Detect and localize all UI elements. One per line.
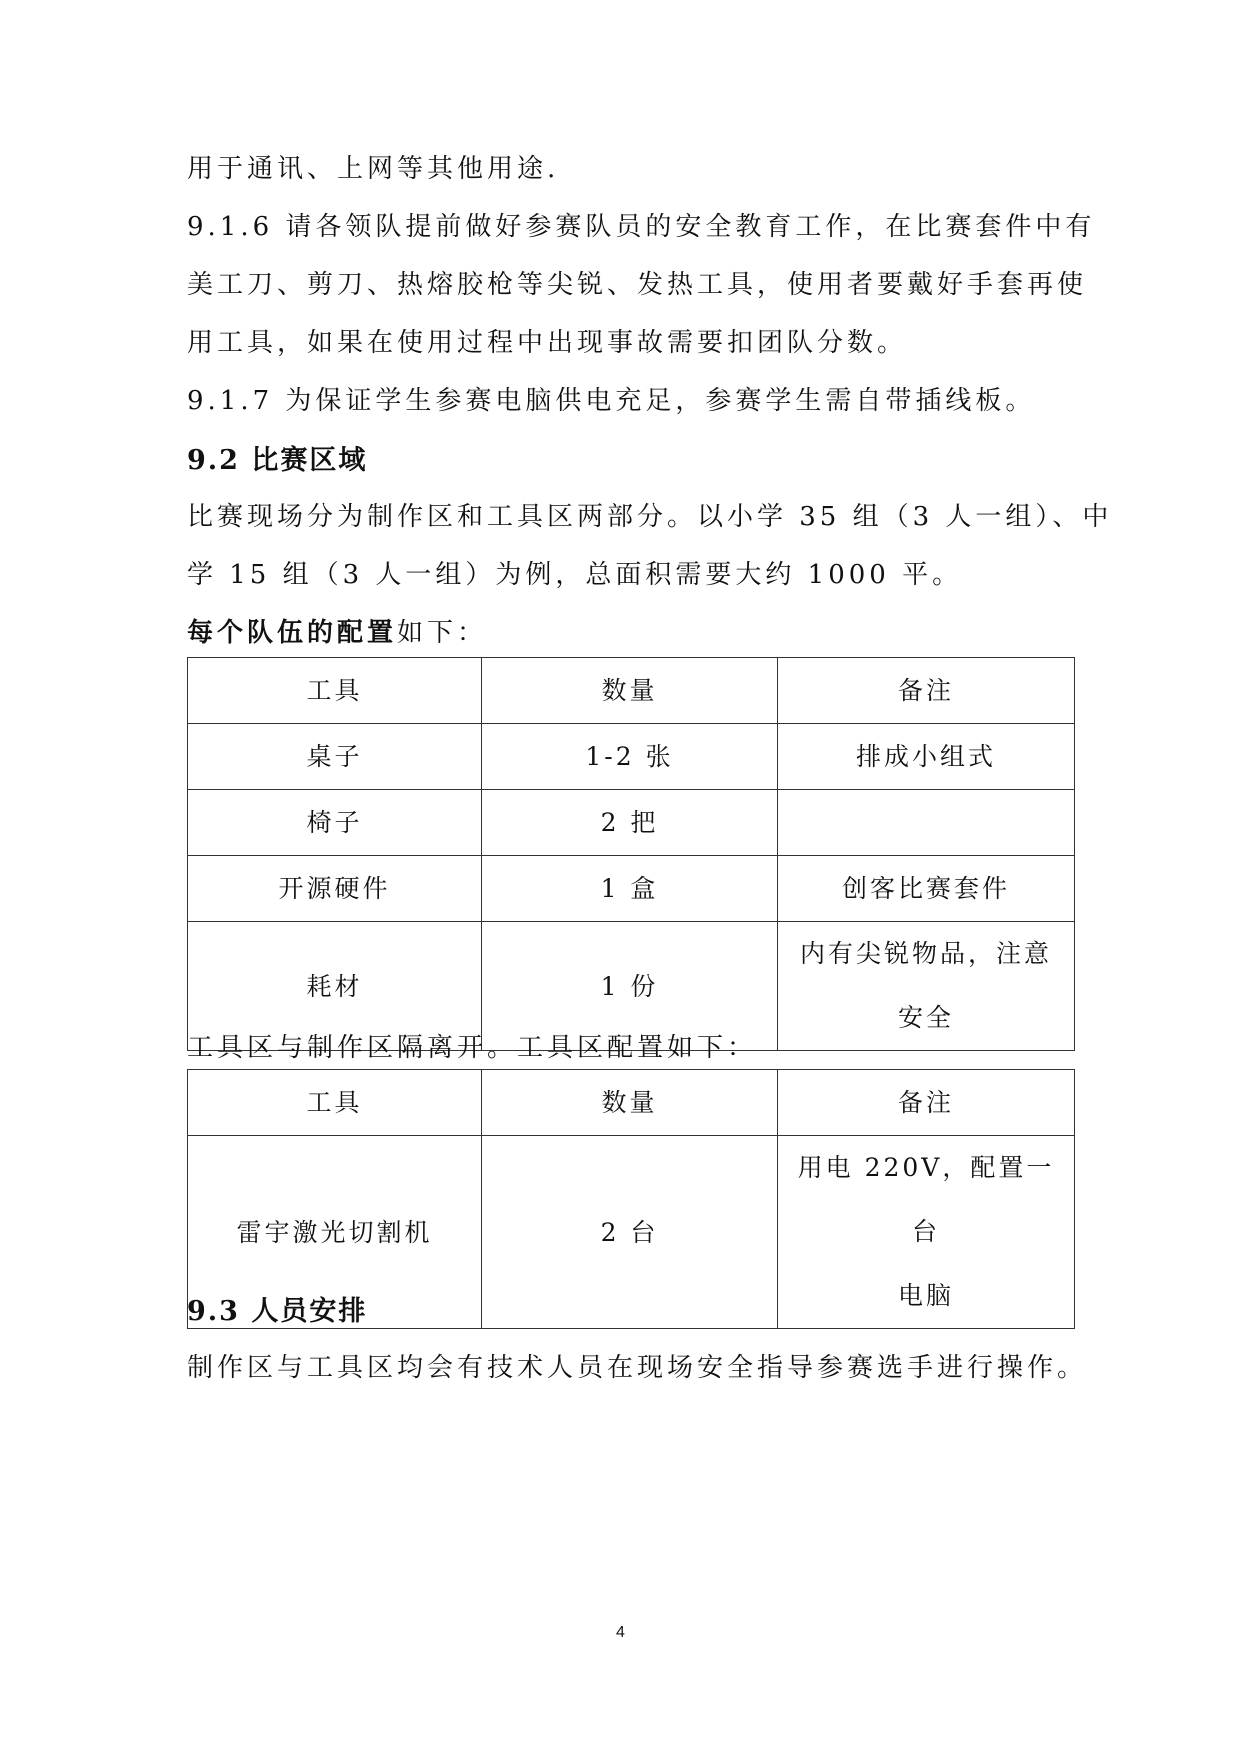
table-cell: 创客比赛套件 — [778, 856, 1075, 922]
table-row — [188, 790, 1075, 856]
heading-9-3: 9.3 人员安排 — [187, 1296, 368, 1327]
paragraph-area-line-1: 比赛现场分为制作区和工具区两部分。以小学 35 组（3 人一组）、中 — [187, 502, 1113, 532]
table-cell: 开源硬件 — [188, 856, 482, 922]
table-cell: 排成小组式 — [778, 724, 1075, 790]
table-header-row — [188, 658, 1075, 724]
paragraph-917: 9.1.7 为保证学生参赛电脑供电充足，参赛学生需自带插线板。 — [187, 386, 1036, 416]
paragraph-916-line-3: 用工具，如果在使用过程中出现事故需要扣团队分数。 — [187, 328, 908, 358]
cell-line: 用电 220V，配置一台 — [797, 1153, 1055, 1246]
paragraph-staff: 制作区与工具区均会有技术人员在现场安全指导参赛选手进行操作。 — [187, 1353, 1088, 1383]
paragraph-tool-area: 工具区与制作区隔离开。工具区配置如下： — [187, 1033, 758, 1063]
table-cell — [778, 790, 1075, 856]
table-header-row — [188, 1070, 1075, 1136]
table-row — [188, 856, 1075, 922]
table-cell: 桌子 — [188, 724, 482, 790]
table-cell: 1 份 — [482, 922, 778, 1051]
table-cell: 1 盒 — [482, 856, 778, 922]
header-cell-remark: 备注 — [778, 658, 1075, 724]
cell-line: 安全 — [897, 1003, 954, 1032]
team-config-rest: 如下： — [397, 618, 488, 648]
header-cell-remark: 备注 — [778, 1070, 1075, 1136]
header-cell-quantity: 数量 — [482, 658, 778, 724]
table-cell: 椅子 — [188, 790, 482, 856]
table-cell — [778, 922, 1075, 1051]
table-row — [188, 724, 1075, 790]
table-cell: 2 台 — [482, 1136, 778, 1329]
paragraph-916-line-2: 美工刀、剪刀、热熔胶枪等尖锐、发热工具，使用者要戴好手套再使 — [187, 270, 1088, 300]
paragraph-team-config — [187, 612, 487, 649]
page-number: 4 — [616, 1624, 625, 1641]
heading-9-2: 9.2 比赛区域 — [187, 445, 368, 476]
paragraph-916-line-1: 9.1.6 请各领队提前做好参赛队员的安全教育工作，在比赛套件中有 — [187, 212, 1096, 242]
team-config-table — [187, 657, 1075, 1051]
table-cell — [778, 1136, 1075, 1329]
table-cell: 1-2 张 — [482, 724, 778, 790]
header-cell-tool: 工具 — [188, 658, 482, 724]
header-cell-tool: 工具 — [188, 1070, 482, 1136]
table-cell: 2 把 — [482, 790, 778, 856]
cell-line: 电脑 — [897, 1281, 954, 1310]
paragraph-area-line-2: 学 15 组（3 人一组）为例，总面积需要大约 1000 平。 — [187, 560, 963, 590]
table-cell: 雷宇激光切割机 — [188, 1136, 482, 1329]
cell-line: 内有尖锐物品，注意 — [799, 939, 1052, 968]
paragraph-usage-note: 用于通讯、上网等其他用途. — [187, 154, 560, 184]
team-config-bold: 每个队伍的配置 — [187, 618, 398, 648]
header-cell-quantity: 数量 — [482, 1070, 778, 1136]
table-cell: 耗材 — [188, 922, 482, 1051]
